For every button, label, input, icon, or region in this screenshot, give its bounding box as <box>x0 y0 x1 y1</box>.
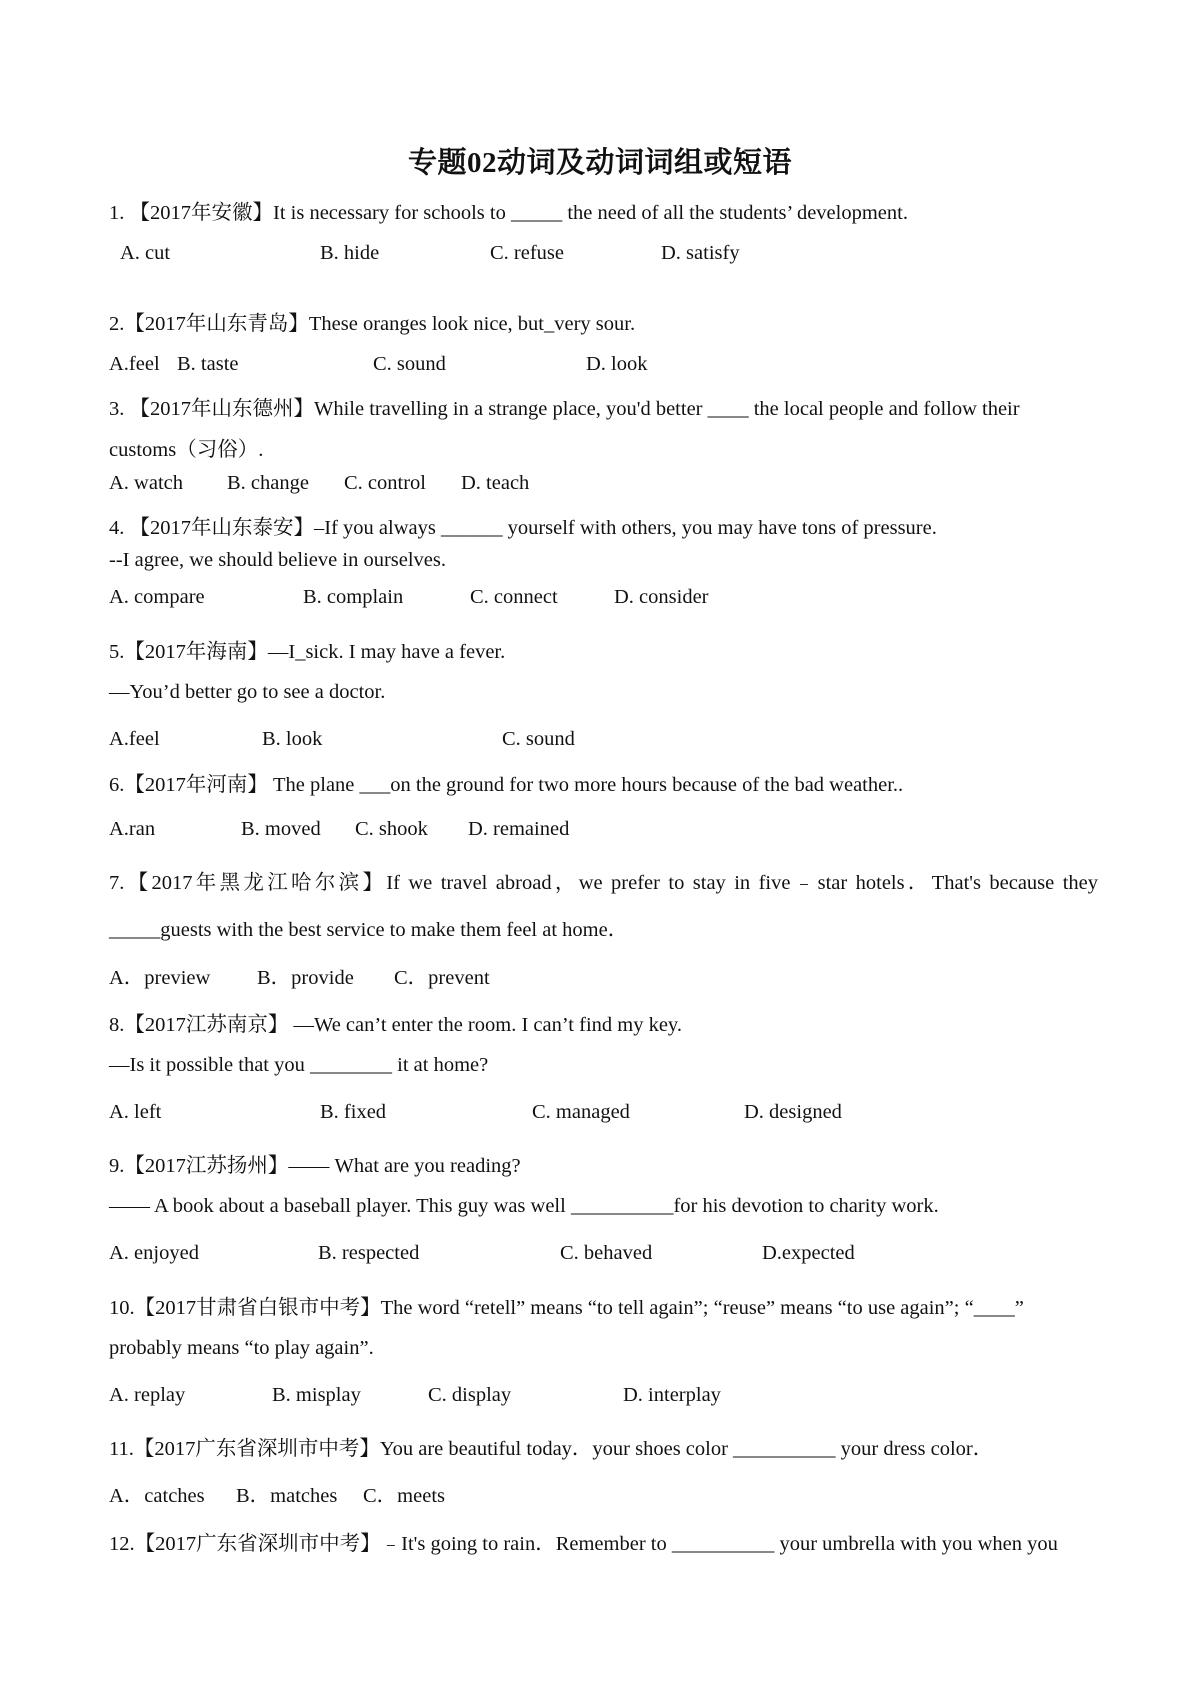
question-4-line-2: --I agree, we should believe in ourselves. <box>109 549 446 571</box>
question-4-line-1: 4. 【2017年山东泰安】–If you always ______ yourself with others, you may have tons of pressure. <box>109 517 937 539</box>
question-11-option-c: C．meets <box>363 1485 445 1507</box>
question-11-option-a: A．catches <box>109 1485 205 1507</box>
question-2-line-1: 2.【2017年山东青岛】These oranges look nice, but_very sour. <box>109 313 636 335</box>
question-7-line-2: _____guests with the best service to make them feel at home． <box>109 919 629 941</box>
question-5-option-b: B. look <box>262 728 323 750</box>
question-7-option-a: A．preview <box>109 967 211 989</box>
question-5-line-1: 5.【2017年海南】—I_sick. I may have a fever. <box>109 641 506 663</box>
question-2-option-c: C. sound <box>373 353 446 375</box>
question-6-option-c: C. shook <box>355 818 428 840</box>
question-1-option-b: B. hide <box>320 242 380 264</box>
question-6-option-b: B. moved <box>241 818 321 840</box>
question-7-option-c: C．prevent <box>394 967 490 989</box>
question-8-option-d: D. designed <box>744 1101 842 1123</box>
question-9-option-d: D.expected <box>762 1242 855 1264</box>
question-8-line-1: 8.【2017江苏南京】 —We can’t enter the room. I can’t find my key. <box>109 1014 682 1036</box>
question-4-option-b: B. complain <box>303 586 404 608</box>
question-2-option-b: B. taste <box>177 353 239 375</box>
question-3-line-1: 3. 【2017年山东德州】While travelling in a strange place, you'd better ____ the local people and follow their <box>109 398 1020 420</box>
question-3-option-b: B. change <box>227 472 309 494</box>
question-10-line-2: probably means “to play again”. <box>109 1337 374 1359</box>
question-3-line-2: customs（习俗）. <box>109 439 264 461</box>
question-10-option-b: B. misplay <box>272 1384 361 1406</box>
question-10-option-c: C. display <box>428 1384 512 1406</box>
question-12-line-1: 12.【2017广东省深圳市中考】﹣It's going to rain．Remember to __________ your umbrella with you when you <box>109 1533 1058 1555</box>
question-9-line-1: 9.【2017江苏扬州】—— What are you reading? <box>109 1155 521 1177</box>
question-9-option-c: C. behaved <box>560 1242 653 1264</box>
question-6-option-a: A.ran <box>109 818 156 840</box>
document-title: 专题02动词及动词词组或短语 <box>407 147 792 179</box>
question-3-option-c: C. control <box>344 472 426 494</box>
question-2-option-d: D. look <box>586 353 648 375</box>
question-4-option-c: C. connect <box>470 586 558 608</box>
question-1-option-a: A. cut <box>120 242 171 264</box>
question-6-line-1: 6.【2017年河南】 The plane ___on the ground for two more hours because of the bad weather.. <box>109 774 904 796</box>
question-5-option-a: A.feel <box>109 728 160 750</box>
question-8-option-a: A. left <box>109 1101 162 1123</box>
question-2-option-a: A.feel <box>109 353 160 375</box>
question-1-option-d: D. satisfy <box>661 242 740 264</box>
question-3-option-a: A. watch <box>109 472 184 494</box>
question-7-option-b: B．provide <box>257 967 354 989</box>
question-1-line-1: 1. 【2017年安徽】It is necessary for schools to _____ the need of all the students’ development. <box>109 202 908 224</box>
question-10-option-a: A. replay <box>109 1384 186 1406</box>
question-9-option-b: B. respected <box>318 1242 420 1264</box>
question-6-option-d: D. remained <box>468 818 570 840</box>
question-8-option-b: B. fixed <box>320 1101 387 1123</box>
question-3-option-d: D. teach <box>461 472 530 494</box>
question-4-option-a: A. compare <box>109 586 205 608</box>
question-1-option-c: C. refuse <box>490 242 565 264</box>
question-11-option-b: B．matches <box>236 1485 338 1507</box>
question-11-line-1: 11.【2017广东省深圳市中考】You are beautiful today．your shoes color __________ your dress color． <box>109 1438 994 1460</box>
question-9-line-2: —— A book about a baseball player. This guy was well __________for his devotion to charity work. <box>109 1195 939 1217</box>
question-10-option-d: D. interplay <box>623 1384 721 1406</box>
question-4-option-d: D. consider <box>614 586 709 608</box>
question-5-option-c: C. sound <box>502 728 575 750</box>
question-7-line-1: 7.【2017年黑龙江哈尔滨】If we travel abroad，we prefer to stay in five﹣star hotels．That's because they <box>109 872 1098 894</box>
question-10-line-1: 10.【2017甘肃省白银市中考】The word “retell” means “to tell again”; “reuse” means “to use again”; “____” <box>109 1297 1024 1319</box>
question-5-line-2: —You’d better go to see a doctor. <box>109 681 386 703</box>
question-8-line-2: —Is it possible that you ________ it at home? <box>109 1054 489 1076</box>
question-8-option-c: C. managed <box>532 1101 630 1123</box>
question-9-option-a: A. enjoyed <box>109 1242 199 1264</box>
